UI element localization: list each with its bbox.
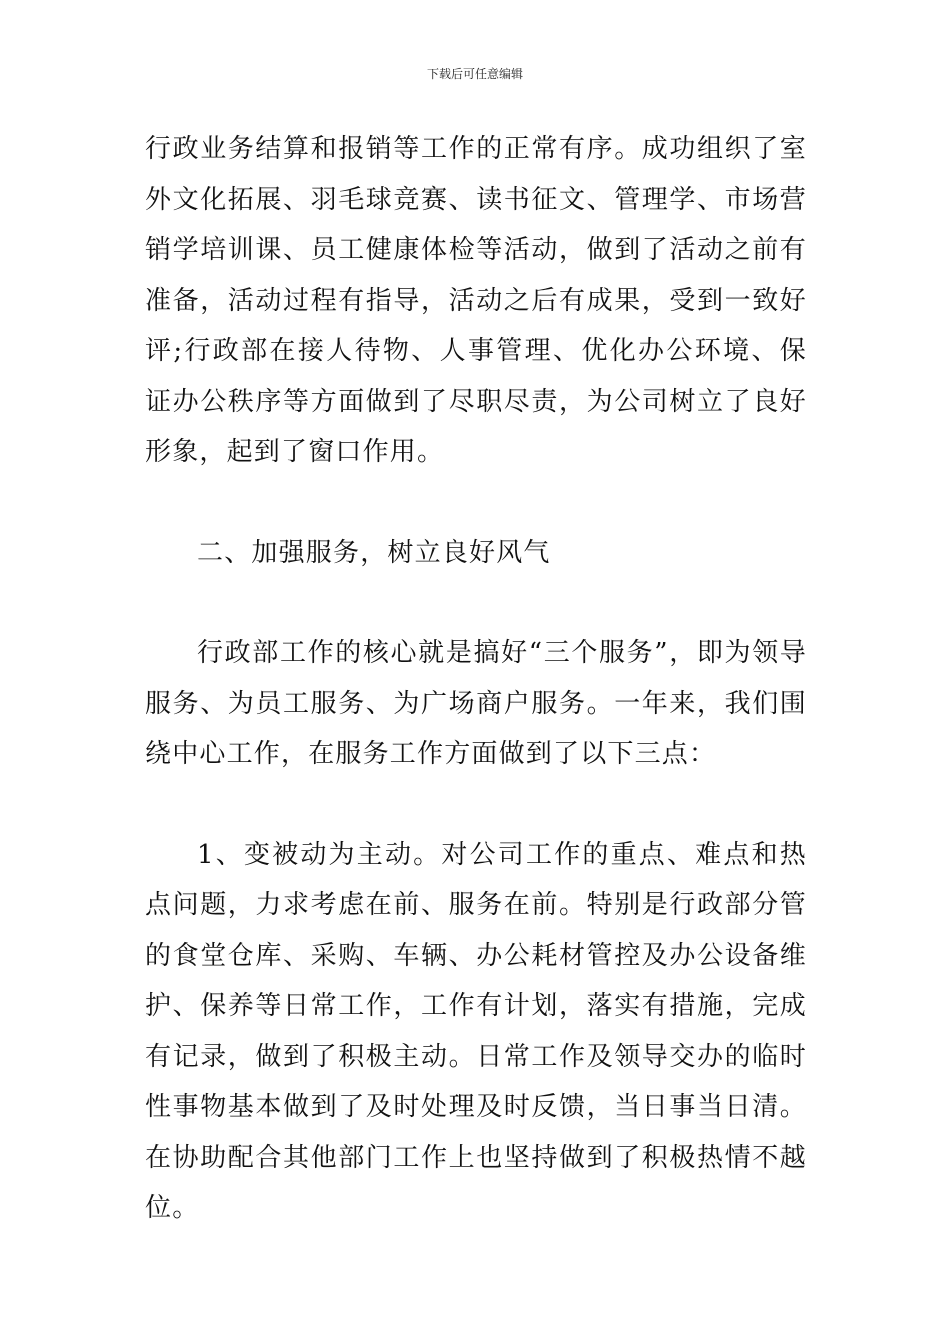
header-note: 下载后可任意编辑 xyxy=(426,67,523,81)
section-heading: 二、加强服务，树立良好风气 xyxy=(197,537,551,568)
paragraph-gap xyxy=(145,780,807,830)
paragraph-item-1: 1、变被动为主动。对公司工作的重点、难点和热点问题，力求考虑在前、服务在前。特别是行政部分管的食堂仓库、采购、车辆、办公耗材管控及办公设备维护、保养等日常工作，工作有计划，落实有措施，完成有记录，做到了积极主动。日常工作及领导交办的临时性事物基本做到了及时处理及时反馈，当日事当日清。在协助配合其他部门工作上也坚持做到了积极热情不越位。 xyxy=(145,839,807,1223)
paragraph-gap xyxy=(145,478,807,528)
paragraph-three-services: 行政部工作的核心就是搞好“三个服务”，即为领导服务、为员工服务、为广场商户服务。一年来，我们围绕中心工作，在服务工作方面做到了以下三点： xyxy=(145,638,807,769)
paragraph-continuation: 行政业务结算和报销等工作的正常有序。成功组织了室外文化拓展、羽毛球竞赛、读书征文、管理学、市场营销学培训课、员工健康体检等活动，做到了活动之前有准备，活动过程有指导，活动之后有成果，受到一致好评;行政部在接人待物、人事管理、优化办公环境、保证办公秩序等方面做到了尽职尽责，为公司树立了良好形象，起到了窗口作用。 xyxy=(145,134,807,467)
paragraph-gap xyxy=(145,578,807,628)
document-body xyxy=(145,124,807,1234)
